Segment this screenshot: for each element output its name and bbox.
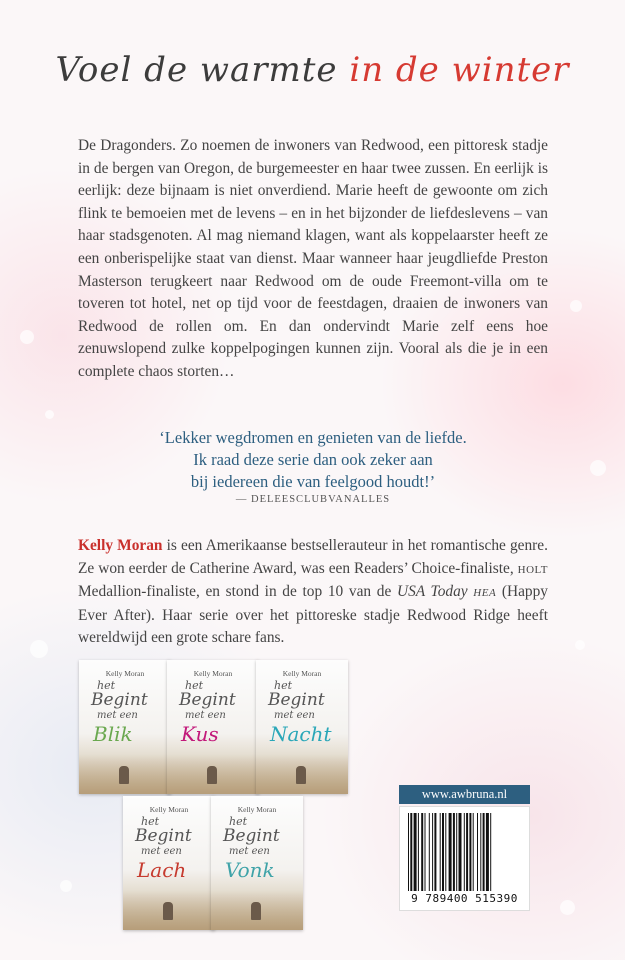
quote-line: bij iedereen die van feelgood houdt!’ <box>190 472 436 491</box>
barcode-bar <box>418 813 419 891</box>
title-part1: Voel de warmte <box>55 50 350 90</box>
bokeh-light <box>45 410 54 419</box>
barcode-bar <box>434 813 436 891</box>
book-title-begint: Begint <box>223 826 280 846</box>
quote-line: ‘Lekker wegdromen en genieten van de liefde. <box>159 428 467 447</box>
title-part2: in de winter <box>349 50 570 90</box>
book-figure-image <box>251 902 261 920</box>
book-figure-image <box>296 766 306 784</box>
barcode-bar <box>477 813 478 891</box>
bokeh-light <box>60 880 72 892</box>
bokeh-light <box>20 330 34 344</box>
barcode-bar <box>408 813 409 891</box>
book-figure-image <box>163 902 173 920</box>
author-bio <box>78 535 548 650</box>
barcode-bar <box>442 813 444 891</box>
barcode-bar <box>425 813 426 891</box>
book-figure-image <box>119 766 129 784</box>
book-title-word: Kus <box>181 722 219 746</box>
book-title-word: Blik <box>93 722 133 746</box>
holt-label: HOLT <box>517 563 548 576</box>
quote-line: Ik raad deze serie dan ook zeker aan <box>193 450 433 469</box>
barcode-bar <box>414 813 417 891</box>
book-title-word: Nacht <box>270 722 332 746</box>
barcode-bars <box>408 813 523 891</box>
book-author: Kelly Moran <box>193 669 233 678</box>
book-title-het: het <box>229 815 248 828</box>
book-title-het: het <box>185 679 204 692</box>
book-figure-image <box>207 766 217 784</box>
barcode <box>399 806 530 911</box>
bokeh-light <box>30 640 48 658</box>
barcode-bar <box>429 813 430 891</box>
barcode-bar <box>483 813 485 891</box>
book-title-het: het <box>97 679 116 692</box>
barcode-bar <box>410 813 412 891</box>
book-cover <box>167 660 259 794</box>
book-author: Kelly Moran <box>282 669 322 678</box>
bokeh-light <box>560 900 575 915</box>
barcode-bar <box>459 813 462 891</box>
barcode-bar <box>456 813 457 891</box>
book-title-met: met een <box>141 846 182 857</box>
book-title-met: met een <box>229 846 270 857</box>
book-author: Kelly Moran <box>237 805 277 814</box>
barcode-bar <box>466 813 468 891</box>
bokeh-light <box>570 300 582 312</box>
barcode-bar <box>449 813 452 891</box>
hea-label: HEA <box>473 587 497 600</box>
bokeh-light <box>590 460 606 476</box>
barcode-bar <box>432 813 433 891</box>
book-title-begint: Begint <box>135 826 192 846</box>
barcode-bar <box>445 813 446 891</box>
blurb-text: De Dragonders. Zo noemen de inwoners van Redwood, een pittoresk stadje in de bergen van Oregon, de burgemeester en haar twee zussen. En eerlijk is eerlijk: deze bijnaam is niet onverdiend. Marie heeft de gewoonte om zich flink te bemoeien met de levens – en in het bijzonder de liefdeslevens – van haar stadsgenoten. Al mag niemand klagen, want als koppelaarster heeft ze een onberispelijke staat van dienst. Maar wanneer haar jeugdliefde Preston Masterson terugkeert naar Redwood om de oude Freemont-villa om te toveren tot hotel, net op tijd voor de feestdagen, draaien de inwoners van Redwood de rollen om. En dan ondervindt Marie zelf eens hoe zenuwslopend zulke koppelpogingen kunnen zijn. Vooral als die je in een complete chaos storten… <box>78 137 548 380</box>
book-author: Kelly Moran <box>105 669 145 678</box>
barcode-bar <box>469 813 471 891</box>
book-title-begint: Begint <box>91 690 148 710</box>
book-cover <box>79 660 171 794</box>
barcode-bar <box>421 813 423 891</box>
barcode-bar <box>480 813 481 891</box>
barcode-bar <box>440 813 441 891</box>
author-name: Kelly Moran <box>78 537 163 554</box>
book-title-het: het <box>141 815 160 828</box>
review-quote <box>78 427 548 493</box>
book-title-word: Vonk <box>225 858 275 882</box>
book-cover <box>211 796 303 930</box>
isbn-number: 9 789400 515390 <box>411 892 518 905</box>
author-bio-text: Medallion-finaliste, en stond in de top 10 van de <box>78 583 397 601</box>
book-author: Kelly Moran <box>149 805 189 814</box>
author-bio-text: (Happy Ever After). Haar serie over het pittoreske stadje Redwood Ridge heeft wereldwijd een grote schare fans. <box>78 583 549 647</box>
book-cover <box>256 660 348 794</box>
publisher-url: www.awbruna.nl <box>399 785 530 804</box>
quote-source: — DELEESCLUBVANALLES <box>235 494 391 505</box>
barcode-bar <box>464 813 465 891</box>
book-cover <box>123 796 215 930</box>
book-title-begint: Begint <box>268 690 325 710</box>
author-bio-text: is een Amerikaanse bestsellerauteur in het romantische genre. Ze won eerder de Catherine Award, was een Readers’ Choice-finaliste, <box>78 537 548 577</box>
book-title-het: het <box>274 679 293 692</box>
usa-today-label: USA Today <box>396 583 468 601</box>
barcode-bar <box>490 813 491 891</box>
book-title-met: met een <box>185 710 226 721</box>
barcode-bar <box>453 813 455 891</box>
book-title-word: Lach <box>137 858 187 882</box>
barcode-bar <box>486 813 489 891</box>
book-title-met: met een <box>97 710 138 721</box>
cover-title <box>0 50 625 90</box>
bokeh-light <box>575 640 585 650</box>
barcode-bar <box>473 813 474 891</box>
book-title-begint: Begint <box>179 690 236 710</box>
book-title-met: met een <box>274 710 315 721</box>
